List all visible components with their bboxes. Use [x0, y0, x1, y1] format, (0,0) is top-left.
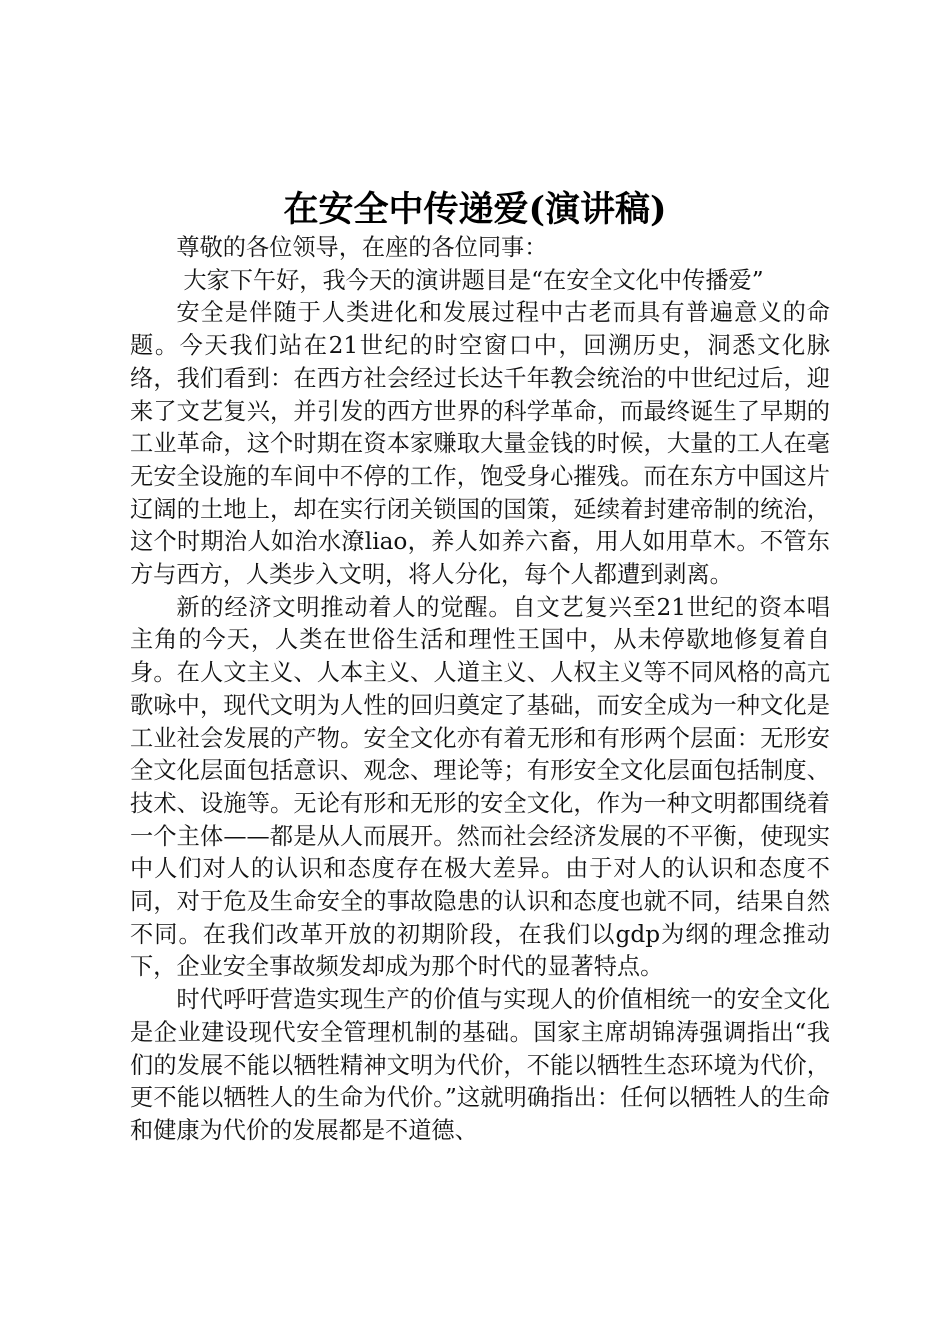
document-title: 在安全中传递爱(演讲稿)	[283, 189, 667, 230]
paragraph-awakening: 新的经济文明推动着人的觉醒。自文艺复兴至21世纪的资本唱主角的今天，人类在世俗生活和理性王国中，从未停歇地修复着自身。在人文主义、人本主义、人道主义、人权主义等不同风格的高亢歌咏中，现代文明为人性的回归奠定了基础，而安全成为一种文化是工业社会发展的产物。安全文化亦有着无形和有形两个层面：无形安全文化层面包括意识、观念、理论等；有形安全文化层面包括制度、技术、设施等。无论有形和无形的安全文化，作为一种文明都围绕着一个主体——都是从人而展开。然而社会经济发展的不平衡，使现实中人们对人的认识和态度存在极大差异。由于对人的认识和态度不同，对于危及生命安全的事故隐患的认识和态度也就不同，结果自然不同。在我们改革开放的初期阶段，在我们以gdp为纲的理念推动下，企业安全事故频发却成为那个时代的显著特点。	[130, 593, 830, 981]
paragraph-greeting: 尊敬的各位领导，在座的各位同事：	[176, 234, 548, 261]
paragraph-opening: 大家下午好，我今天的演讲题目是“在安全文化中传播爱”	[183, 266, 764, 294]
document-body	[130, 232, 830, 1148]
paragraph-era: 时代呼吁营造实现生产的价值与实现人的价值相统一的安全文化是企业建设现代安全管理机制的基础。国家主席胡锦涛强调指出“我们的发展不能以牺牲精神文明为代价，不能以牺牲生态环境为代价，更不能以牺牲人的生命为代价。”这就明确指出：任何以牺牲人的生命和健康为代价的发展都是不道德、	[130, 986, 830, 1144]
paragraph-history: 安全是伴随于人类进化和发展过程中古老而具有普遍意义的命题。今天我们站在21世纪的时空窗口中，回溯历史，洞悉文化脉络，我们看到：在西方社会经过长达千年教会统治的中世纪过后，迎来了文艺复兴，并引发的西方世界的科学革命，而最终诞生了早期的工业革命，这个时期在资本家赚取大量金钱的时候，大量的工人在毫无安全设施的车间中不停的工作，饱受身心摧残。而在东方中国这片辽阔的土地上，却在实行闭关锁国的国策，延续着封建帝制的统治，这个时期治人如治水潦liao，养人如养六畜，用人如用草木。不管东方与西方，人类步入文明，将人分化，每个人都遭到剥离。	[130, 299, 830, 589]
